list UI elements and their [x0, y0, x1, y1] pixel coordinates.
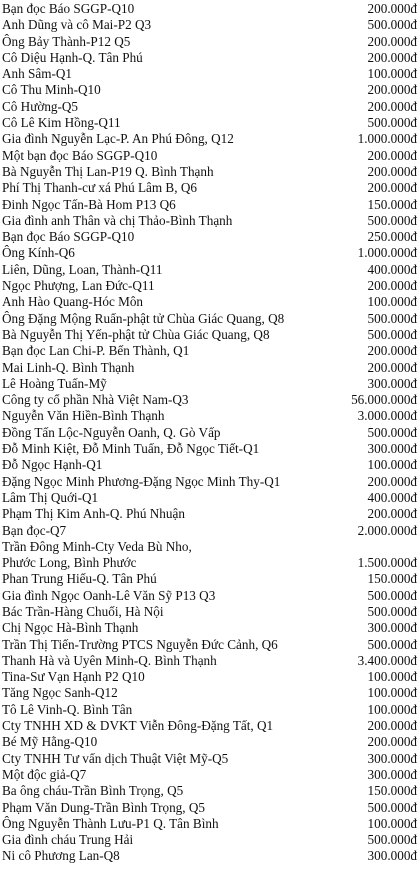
donation-amount: 500.000đ — [367, 310, 417, 326]
donor-name: Anh Sâm-Q1 — [2, 66, 72, 82]
donation-row — [2, 702, 417, 718]
donor-name: Gia đình Nguyễn Lạc-P. An Phú Đông, Q12 — [2, 131, 234, 147]
donation-row — [2, 800, 417, 816]
donation-row — [2, 408, 417, 424]
donor-name: Mai Linh-Q. Bình Thạnh — [2, 359, 135, 375]
donation-amount: 500.000đ — [367, 17, 417, 33]
donation-amount: 500.000đ — [367, 115, 417, 131]
donor-name: Công ty cổ phần Nhà Việt Nam-Q3 — [2, 392, 189, 408]
donation-row — [2, 523, 417, 539]
donation-amount: 300.000đ — [367, 848, 417, 864]
donation-amount: 100.000đ — [367, 294, 417, 310]
donation-amount: 200.000đ — [367, 163, 417, 179]
donation-amount: 2.000.000đ — [357, 522, 417, 538]
donation-row — [2, 734, 417, 750]
donation-row — [2, 229, 417, 245]
donor-name: Anh Hào Quang-Hóc Môn — [2, 294, 144, 310]
donation-row — [2, 457, 417, 473]
donor-name: Một độc giả-Q7 — [2, 766, 87, 782]
donation-row — [2, 1, 417, 17]
donor-name: Phạm Thị Kim Anh-Q. Phú Nhuận — [2, 506, 185, 522]
donor-name: Đồng Tấn Lộc-Nguyễn Oanh, Q. Gò Vấp — [2, 424, 221, 440]
donation-row — [2, 213, 417, 229]
donor-name: Gia đình anh Thân và chị Thảo-Bình Thạnh — [2, 212, 233, 228]
donation-row — [2, 278, 417, 294]
donation-row — [2, 392, 417, 408]
donation-row — [2, 783, 417, 799]
donation-amount: 200.000đ — [367, 49, 417, 65]
donor-name: Cty TNHH Tư vấn dịch Thuật Việt Mỹ-Q5 — [2, 750, 229, 766]
donation-row — [2, 653, 417, 669]
donation-row — [2, 115, 417, 131]
donation-row — [2, 148, 417, 164]
donor-name: Bác Trần-Hàng Chuối, Hà Nội — [2, 603, 164, 619]
donation-amount: 1.000.000đ — [357, 131, 417, 147]
donation-amount: 100.000đ — [367, 457, 417, 473]
donor-name: Cô Diệu Hạnh-Q. Tân Phú — [2, 49, 143, 65]
donor-name: Bạn đọc Báo SGGP-Q10 — [2, 229, 135, 245]
donor-name: Trần Thị Tiến-Trường PTCS Nguyễn Đức Cảnh, Q6 — [2, 636, 278, 652]
donation-amount: 200.000đ — [367, 180, 417, 196]
donation-amount: 250.000đ — [367, 229, 417, 245]
donation-row — [2, 718, 417, 734]
donor-name: Phí Thị Thanh-cư xá Phú Lâm B, Q6 — [2, 180, 197, 196]
donation-amount: 200.000đ — [367, 1, 417, 16]
donation-row — [2, 685, 417, 701]
donation-amount: 200.000đ — [367, 98, 417, 114]
donation-row — [2, 816, 417, 832]
donation-amount: 500.000đ — [367, 212, 417, 228]
donation-amount: 100.000đ — [367, 66, 417, 82]
donor-name: Anh Dũng và cô Mai-P2 Q3 — [2, 17, 152, 33]
donation-amount: 100.000đ — [367, 685, 417, 701]
donor-name: Trần Đông Minh-Cty Veda Bù Nho, — [2, 538, 192, 554]
donation-amount: 1.500.000đ — [357, 555, 417, 571]
donation-row — [2, 848, 417, 864]
donation-row — [2, 832, 417, 848]
donation-amount: 150.000đ — [367, 571, 417, 587]
donation-row — [2, 474, 417, 490]
donation-row — [2, 66, 417, 82]
donation-amount: 200.000đ — [367, 506, 417, 522]
donation-amount: 200.000đ — [367, 278, 417, 294]
donor-name: Ngọc Phượng, Lan Đức-Q11 — [2, 278, 155, 294]
donation-amount: 400.000đ — [367, 489, 417, 505]
donation-row — [2, 539, 417, 555]
donation-row — [2, 360, 417, 376]
donation-row — [2, 425, 417, 441]
donation-row — [2, 343, 417, 359]
donation-amount: 3.400.000đ — [357, 652, 417, 668]
donation-amount: 300.000đ — [367, 750, 417, 766]
donation-amount: 1.000.000đ — [357, 245, 417, 261]
donation-amount: 200.000đ — [367, 343, 417, 359]
donation-amount: 200.000đ — [367, 359, 417, 375]
donor-name: Bạn đọc Báo SGGP-Q10 — [2, 1, 135, 16]
donation-row — [2, 197, 417, 213]
donor-name: Đỗ Ngọc Hạnh-Q1 — [2, 457, 103, 473]
donation-amount: 400.000đ — [367, 261, 417, 277]
donor-name: Chị Ngọc Hà-Bình Thạnh — [2, 620, 139, 636]
donor-name: Bà Nguyễn Thị Lan-P19 Q. Bình Thạnh — [2, 163, 214, 179]
donor-name: Đỗ Minh Kiệt, Đỗ Minh Tuấn, Đỗ Ngọc Tiết-Q1 — [2, 441, 260, 457]
donor-name: Cô Lê Kim Hồng-Q11 — [2, 115, 121, 131]
donation-row — [2, 50, 417, 66]
donor-name: Ni cô Phương Lan-Q8 — [2, 848, 120, 864]
donation-row — [2, 327, 417, 343]
donor-name: Bạn đọc Lan Chi-P. Bến Thành, Q1 — [2, 343, 190, 359]
donor-name: Bà Nguyễn Thị Yến-phật tử Chùa Giác Quang, Q8 — [2, 326, 270, 342]
donation-amount: 500.000đ — [367, 587, 417, 603]
donation-amount: 100.000đ — [367, 815, 417, 831]
donation-row — [2, 767, 417, 783]
donation-amount: 500.000đ — [367, 832, 417, 848]
donation-row — [2, 506, 417, 522]
donor-name: Một bạn đọc Báo SGGP-Q10 — [2, 147, 158, 163]
donation-amount: 200.000đ — [367, 82, 417, 98]
donor-name: Tina-Sư Vạn Hạnh P2 Q10 — [2, 669, 145, 685]
donation-amount: 56.000.000đ — [351, 392, 417, 408]
donation-row — [2, 588, 417, 604]
donor-name: Thanh Hà và Uyên Minh-Q. Bình Thạnh — [2, 652, 217, 668]
donor-name: Liên, Dũng, Loan, Thành-Q11 — [2, 261, 163, 277]
donation-row — [2, 637, 417, 653]
donation-row — [2, 311, 417, 327]
donor-name: Cô Hường-Q5 — [2, 98, 79, 114]
donation-row — [2, 294, 417, 310]
donation-amount: 500.000đ — [367, 326, 417, 342]
donation-amount: 200.000đ — [367, 33, 417, 49]
donation-amount: 500.000đ — [367, 424, 417, 440]
donation-amount: 500.000đ — [367, 799, 417, 815]
donation-amount: 300.000đ — [367, 441, 417, 457]
donation-row — [2, 620, 417, 636]
donation-row — [2, 376, 417, 392]
donation-row — [2, 82, 417, 98]
donation-amount: 3.000.000đ — [357, 408, 417, 424]
donation-amount: 500.000đ — [367, 603, 417, 619]
donation-row — [2, 131, 417, 147]
donor-name: Cô Thu Minh-Q10 — [2, 82, 101, 98]
donation-row — [2, 34, 417, 50]
donor-name: Bạn đọc-Q7 — [2, 522, 67, 538]
donor-name: Ông Nguyễn Thành Lưu-P1 Q. Tân Bình — [2, 815, 219, 831]
donor-name: Phan Trung Hiếu-Q. Tân Phú — [2, 571, 157, 587]
donation-amount: 150.000đ — [367, 196, 417, 212]
donation-row — [2, 571, 417, 587]
donor-name: Gia đình Ngọc Oanh-Lê Văn Sỹ P13 Q3 — [2, 587, 216, 603]
donor-name: Lâm Thị Quới-Q1 — [2, 489, 99, 505]
donation-amount: 150.000đ — [367, 783, 417, 799]
donation-row — [2, 490, 417, 506]
donation-row — [2, 245, 417, 261]
donation-amount: 100.000đ — [367, 701, 417, 717]
donor-name: Lê Hoàng Tuấn-Mỹ — [2, 375, 107, 391]
donor-name: Ông Kính-Q6 — [2, 245, 75, 261]
donation-row — [2, 17, 417, 33]
donation-amount: 300.000đ — [367, 766, 417, 782]
donation-row — [2, 555, 417, 571]
donor-name: Nguyễn Văn Hiền-Bình Thạnh — [2, 408, 165, 424]
donation-row — [2, 164, 417, 180]
donor-name: Đinh Ngọc Tấn-Bà Hom P13 Q6 — [2, 196, 176, 212]
donation-row — [2, 262, 417, 278]
donation-row — [2, 669, 417, 685]
donation-row — [2, 751, 417, 767]
donor-name: Tăng Ngọc Sanh-Q12 — [2, 685, 118, 701]
donor-name: Tô Lê Vinh-Q. Bình Tân — [2, 701, 133, 717]
donor-name: Phước Long, Bình Phước — [2, 555, 137, 571]
donor-name: Ba ông cháu-Trần Bình Trọng, Q5 — [2, 783, 184, 799]
donation-amount: 200.000đ — [367, 734, 417, 750]
donor-name: Cty TNHH XD & DVKT Viễn Đông-Đặng Tất, Q1 — [2, 718, 274, 734]
donation-amount: 200.000đ — [367, 718, 417, 734]
donation-row — [2, 180, 417, 196]
donation-amount: 100.000đ — [367, 669, 417, 685]
donor-name: Ông Bảy Thành-P12 Q5 — [2, 33, 131, 49]
donation-amount: 300.000đ — [367, 620, 417, 636]
donor-name: Phạm Văn Dung-Trần Bình Trọng, Q5 — [2, 799, 205, 815]
donation-amount: 200.000đ — [367, 473, 417, 489]
donation-row — [2, 604, 417, 620]
donation-amount: 500.000đ — [367, 636, 417, 652]
donor-name: Bé Mỹ Hằng-Q10 — [2, 734, 98, 750]
donor-name: Ông Đặng Mộng Ruẩn-phật tử Chùa Giác Quang, Q8 — [2, 310, 285, 326]
donor-name: Đặng Ngọc Minh Phương-Đặng Ngọc Minh Thy-Q1 — [2, 473, 281, 489]
donation-amount: 200.000đ — [367, 147, 417, 163]
donation-row — [2, 441, 417, 457]
donation-row — [2, 99, 417, 115]
donor-name: Gia đình cháu Trung Hải — [2, 832, 134, 848]
donation-amount: 300.000đ — [367, 375, 417, 391]
